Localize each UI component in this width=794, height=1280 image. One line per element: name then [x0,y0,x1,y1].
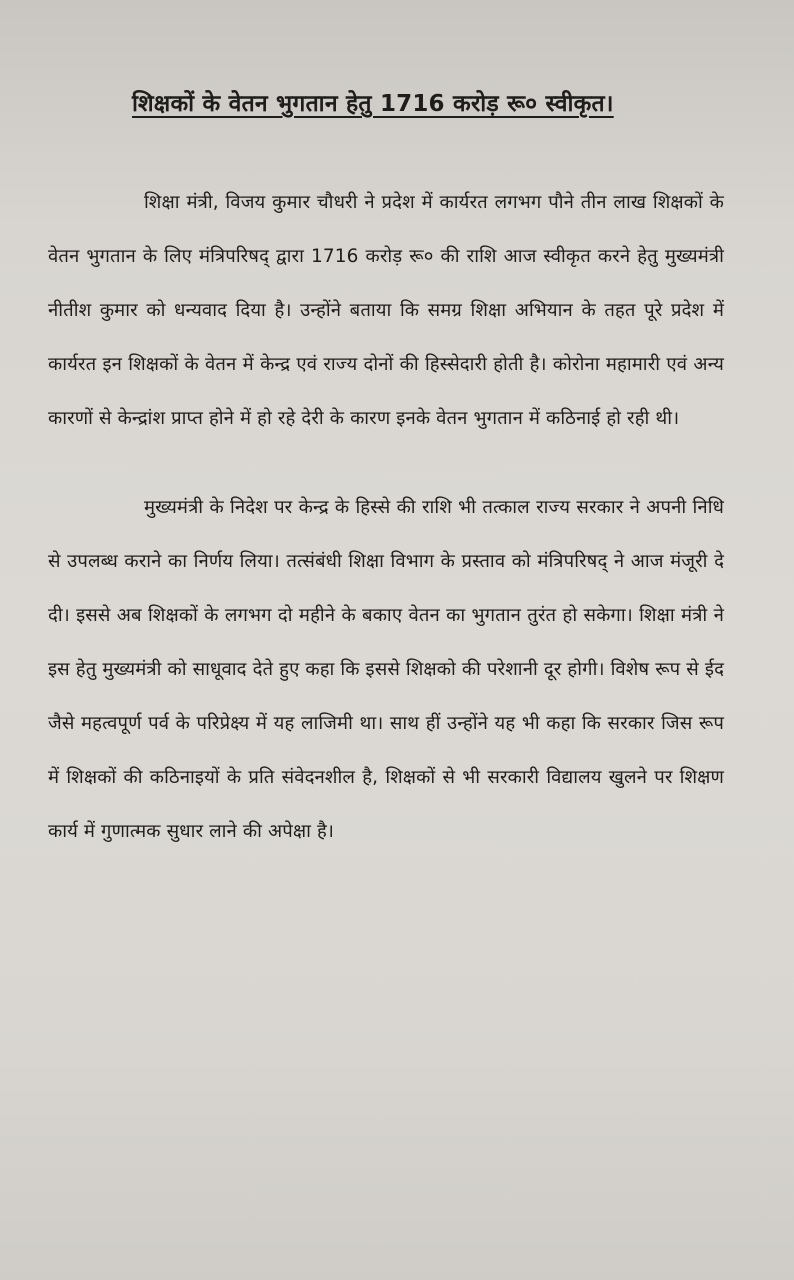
paragraph-2: मुख्यमंत्री के निदेश पर केन्द्र के हिस्से की राशि भी तत्काल राज्य सरकार ने अपनी निधि से उपलब्ध कराने का निर्णय लिया। तत्संबंधी शिक्षा विभाग के प्रस्ताव को मंत्रिपरिषद् ने आज मंजूरी दे दी। इससे अब शिक्षकों के लगभग दो महीने के बकाए वेतन का भुगतान तुरंत हो सकेगा। शिक्षा मंत्री ने इस हेतु मुख्यमंत्री को साधूवाद देते हुए कहा कि इससे शिक्षको की परेशानी दूर होगी। विशेष रूप से ईद जैसे महत्वपूर्ण पर्व के परिप्रेक्ष्य में यह लाजिमी था। साथ हीं उन्होंने यह भी कहा कि सरकार जिस रूप में शिक्षकों की कठिनाइयों के प्रति संवेदनशील है, शिक्षकों से भी सरकारी विद्यालय खुलने पर शिक्षण कार्य में गुणात्मक सुधार लाने की अपेक्षा है। [48,496,724,842]
paragraph-1: शिक्षा मंत्री, विजय कुमार चौधरी ने प्रदेश में कार्यरत लगभग पौने तीन लाख शिक्षकों के वेतन भुगतान के लिए मंत्रिपरिषद् द्वारा 1716 करोड़ रू० की राशि आज स्वीकृत करने हेतु मुख्यमंत्री नीतीश कुमार को धन्यवाद दिया है। उन्होंने बताया कि समग्र शिक्षा अभियान के तहत पूरे प्रदेश में कार्यरत इन शिक्षकों के वेतन में केन्द्र एवं राज्य दोनों की हिस्सेदारी होती है। कोरोना महामारी एवं अन्य कारणों से केन्द्रांश प्राप्त होने में हो रहे देरी के कारण इनके वेतन भुगतान में कठिनाई हो रही थी। [48,191,724,429]
document-title: शिक्षकों के वेतन भुगतान हेतु 1716 करोड़ रू० स्वीकृत। [132,91,614,117]
